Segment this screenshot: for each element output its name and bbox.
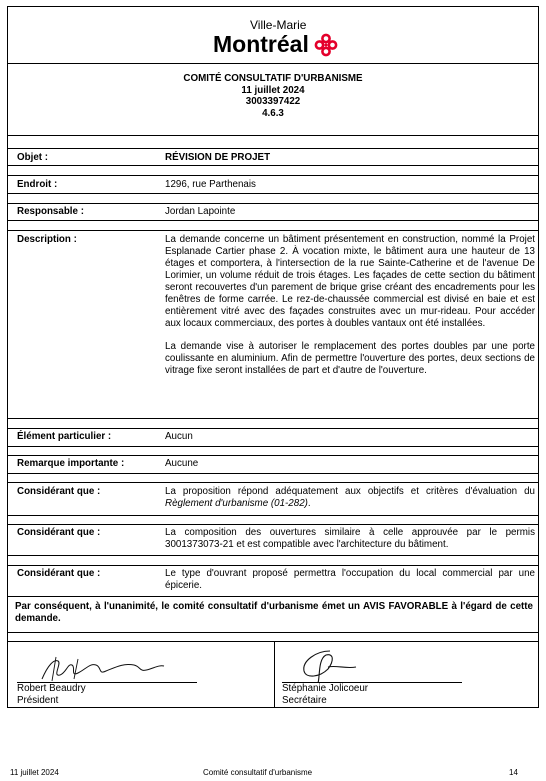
president-signature bbox=[38, 653, 168, 683]
divider bbox=[8, 418, 538, 419]
president-block bbox=[17, 683, 86, 707]
responsable-label: Responsable : bbox=[17, 206, 84, 217]
conclusion-statement: Par conséquent, à l'unanimité, le comité consultatif d'urbanisme émet un AVIS FAVORABLE à l'égard de cette demande. bbox=[15, 601, 533, 624]
objet-value: RÉVISION DE PROJET bbox=[165, 152, 271, 163]
considerant-1-text: La proposition répond adéquatement aux objectifs et critères d'évaluation du bbox=[165, 486, 535, 497]
document-header bbox=[8, 73, 538, 119]
divider bbox=[8, 555, 538, 556]
considerant-3-value: Le type d'ouvrant proposé permettra l'occupation du local commercial par une épicerie. bbox=[165, 568, 535, 591]
signature-divider bbox=[274, 641, 275, 707]
remarque-value: Aucune bbox=[165, 458, 199, 469]
endroit-label: Endroit : bbox=[17, 179, 58, 190]
footer-committee: Comité consultatif d'urbanisme bbox=[203, 768, 313, 777]
description-paragraph: La demande concerne un bâtiment présentement en construction, nommé la Projet Esplanade Cartier phase 2. À vocation mixte, le bâtiment aura une hauteur de 13 étages et comportera, à l'intersection de la rue Sainte-Catherine et de l'avenue De Lorimier, un volume réduit de trois étages. Les façades de cette section du bâtiment seront recouvertes d'un parement de brique grise créant des encadrements pour les fenêtres de forme carrée. Le rez-de-chaussée commercial est divisé en baie et est entièrement vitré avec des façades construites avec un mur-rideau. Pour accéder aux locaux commerciaux, des portes à doubles vantaux ont été installées. bbox=[165, 234, 535, 329]
endroit-value: 1296, rue Parthenais bbox=[165, 179, 256, 190]
divider bbox=[8, 455, 538, 456]
secretary-name: Stéphanie Jolicoeur bbox=[282, 683, 369, 694]
divider bbox=[8, 524, 538, 525]
logo-city: Montréal bbox=[213, 31, 309, 57]
divider bbox=[8, 193, 538, 194]
considerant-label: Considérant que : bbox=[17, 568, 101, 579]
divider bbox=[8, 641, 538, 642]
agenda-item: 4.6.3 bbox=[262, 107, 284, 119]
meeting-date: 11 juillet 2024 bbox=[241, 84, 305, 96]
description-value bbox=[165, 234, 535, 377]
divider bbox=[8, 446, 538, 447]
divider bbox=[8, 220, 538, 221]
responsable-value: Jordan Lapointe bbox=[165, 206, 236, 217]
reglement-reference: Règlement d'urbanisme (01-282) bbox=[165, 498, 308, 509]
divider bbox=[8, 135, 538, 136]
president-name: Robert Beaudry bbox=[17, 683, 86, 694]
divider bbox=[8, 428, 538, 429]
remarque-label: Remarque importante : bbox=[17, 458, 125, 469]
considerant-1-value bbox=[165, 486, 535, 510]
footer-page-number: 14 bbox=[509, 768, 518, 777]
description-paragraph: La demande vise à autoriser le remplacement des portes doubles par une porte coulissante en aluminium. Afin de permettre l'ouverture des portes, deux sections de vitrage fixe seront installées de part et d'autre de l'ouverture. bbox=[165, 341, 535, 376]
secretary-title: Secrétaire bbox=[282, 695, 327, 706]
committee-name: COMITÉ CONSULTATIF D'URBANISME bbox=[183, 73, 363, 84]
description-label: Description : bbox=[17, 234, 77, 245]
objet-label: Objet : bbox=[17, 152, 49, 163]
element-particulier-label: Élément particulier : bbox=[17, 431, 112, 442]
divider bbox=[8, 165, 538, 166]
divider bbox=[8, 63, 538, 64]
divider bbox=[8, 596, 538, 597]
considerant-label: Considérant que : bbox=[17, 527, 101, 538]
divider bbox=[8, 565, 538, 566]
divider bbox=[8, 473, 538, 474]
divider bbox=[8, 515, 538, 516]
montreal-rosette-icon bbox=[314, 33, 338, 57]
secretary-signature bbox=[290, 647, 360, 685]
considerant-1-end: . bbox=[307, 498, 311, 509]
divider bbox=[8, 203, 538, 204]
divider bbox=[8, 175, 538, 176]
divider bbox=[8, 148, 538, 149]
considerant-label: Considérant que : bbox=[17, 486, 101, 497]
secretary-block bbox=[282, 683, 368, 707]
divider bbox=[8, 482, 538, 483]
montreal-logo bbox=[8, 7, 538, 63]
considerant-2-value: La composition des ouvertures similaire à celle approuvée par le permis 3001373073-21 et est compatible avec l'architecture du bâtiment. bbox=[165, 527, 535, 550]
document-frame bbox=[7, 6, 539, 708]
divider bbox=[8, 230, 538, 231]
logo-borough: Ville-Marie bbox=[250, 18, 307, 32]
divider bbox=[8, 632, 538, 633]
footer-date: 11 juillet 2024 bbox=[10, 768, 59, 777]
president-title: Président bbox=[17, 695, 59, 706]
file-number: 3003397422 bbox=[245, 96, 301, 107]
element-particulier-value: Aucun bbox=[165, 431, 193, 442]
